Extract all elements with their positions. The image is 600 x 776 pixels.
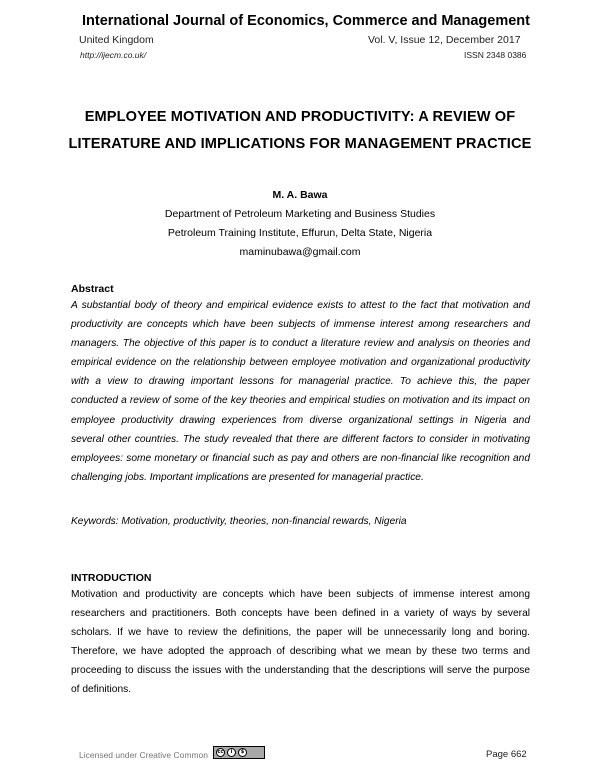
introduction-body: Motivation and productivity are concepts which have been subjects of immense interest among researchers and practitioners. Both concepts have been defined in a variety of ways by several scholars. If we have to review the definitions, the paper will be unnecessarily long and boring. Therefore, we have adopted the approach of describing what we mean by these two terms and proceeding to discuss the issues with the understanding that the descriptions will serve the purpose of definitions. (71, 589, 530, 696)
journal-title: International Journal of Economics, Commerce and Management (82, 13, 530, 29)
journal-issn: ISSN 2348 0386 (464, 50, 527, 60)
introduction-heading: INTRODUCTION (71, 572, 152, 584)
journal-volume-issue: Vol. V, Issue 12, December 2017 (368, 34, 521, 46)
abstract-heading: Abstract (71, 283, 114, 295)
license-text: Licensed under Creative Common (79, 750, 208, 760)
author-email[interactable]: maminubawa@gmail.com (239, 246, 361, 258)
author-name: M. A. Bawa (272, 189, 328, 201)
noncommercial-icon: $ (238, 748, 247, 757)
journal-url[interactable]: http://ijecm.co.uk/ (80, 50, 147, 60)
article-title-line-1: EMPLOYEE MOTIVATION AND PRODUCTIVITY: A REVIEW OF (84, 109, 516, 125)
author-affiliation-line-1: Department of Petroleum Marketing and Business Studies (164, 208, 436, 220)
article-title-line-2: LITERATURE AND IMPLICATIONS FOR MANAGEMENT PRACTICE (68, 136, 532, 152)
page-number: Page 662 (486, 749, 527, 760)
cc-icon: cc (217, 749, 224, 755)
author-affiliation-line-2: Petroleum Training Institute, Effurun, Delta State, Nigeria (167, 227, 433, 239)
attribution-icon: i (227, 748, 236, 757)
journal-country: United Kingdom (79, 34, 154, 46)
cc-license-badge[interactable] (213, 746, 265, 759)
keywords: Keywords: Motivation, productivity, theories, non-financial rewards, Nigeria (71, 516, 407, 527)
abstract-body: A substantial body of theory and empirical evidence exists to attest to the fact that motivation and productivity are concepts which have been subjects of immense interest among researchers and managers. The objective of this paper is to conduct a literature review and analysis on theories and empirical evidence on the relationship between employee motivation and organizational productivity with a view to drawing important lessons for managerial practice. To achieve this, the paper conducted a review of some of the key theories and empirical studies on motivation and its impact on employee productivity drawing experiences from diverse organizational settings in Nigeria and several other countries. The study revealed that there are different factors to consider in motivating employees: some monetary or financial such as pay and others are non-financial like recognition and challenging jobs. Important implications are presented for managerial practice. (71, 300, 530, 483)
